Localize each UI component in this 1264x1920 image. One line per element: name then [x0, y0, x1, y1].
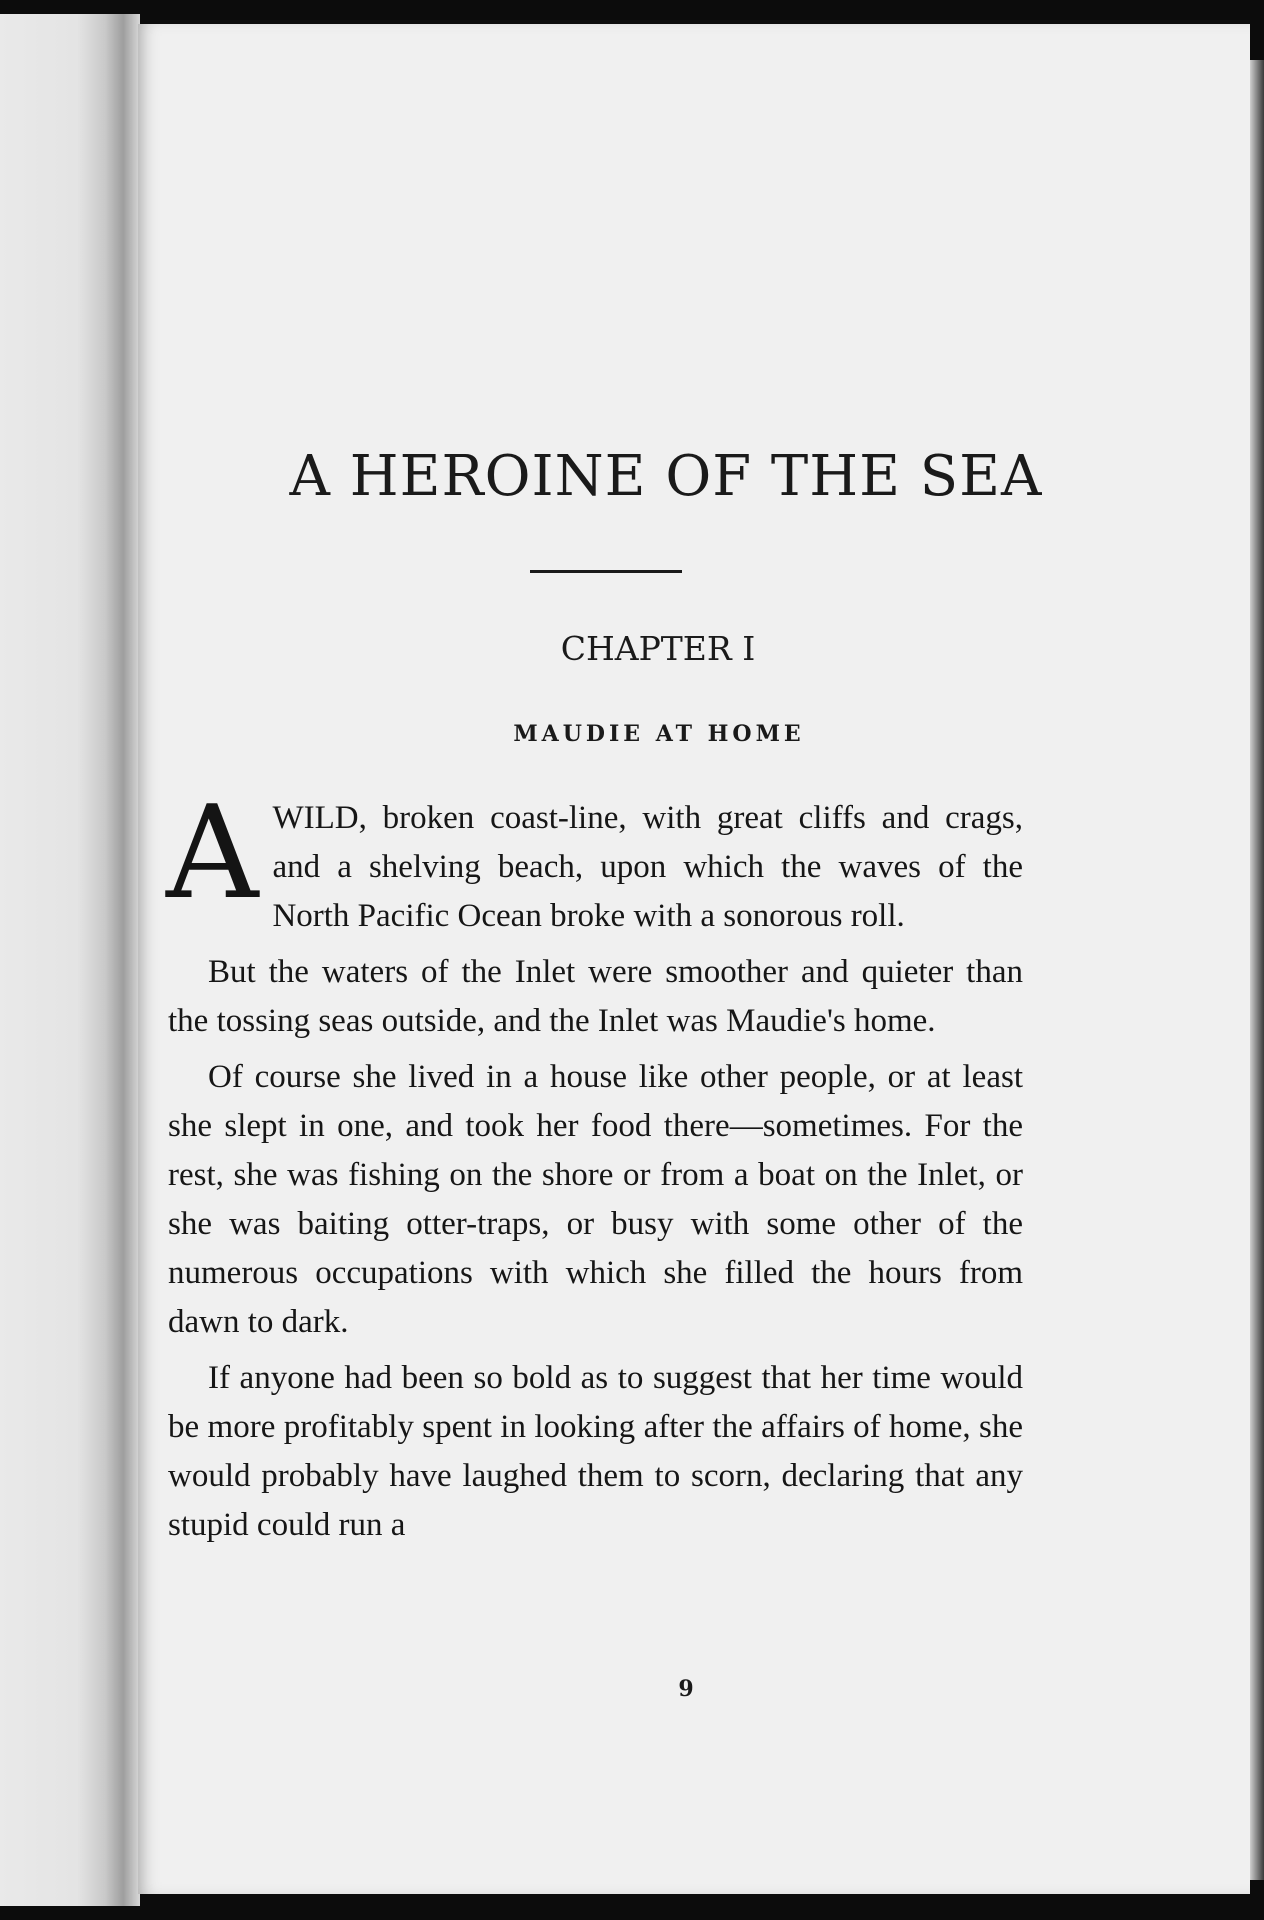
paragraph-4: If anyone had been so bold as to suggest that her time would be more profitably spent in looking after the affairs of home, she would probably have laughed them to scorn, declaring that any stupid could run a: [168, 1360, 1023, 1543]
drop-cap: A: [166, 779, 259, 928]
book-page: [138, 24, 1250, 1894]
facing-page-edge: [0, 14, 140, 1906]
chapter-body: [166, 779, 1023, 1557]
paragraph-2: But the waters of the Inlet were smoother and quieter than the tossing seas outside, and the Inlet was Maudie's home.: [168, 954, 1023, 1039]
title-rule-divider: [530, 570, 682, 573]
book-title: A HEROINE OF THE SEA: [289, 444, 1043, 509]
paragraph-3: Of course she lived in a house like other people, or at least she slept in one, and took her food there—sometimes. For the rest, she was fishing on the shore or from a boat on the Inlet, or she was baiting otter-traps, or busy with some other of the numerous occupations with which she filled the hours from dawn to dark.: [168, 1059, 1023, 1340]
paragraph-1: [166, 779, 1023, 941]
chapter-subtitle: MAUDIE AT HOME: [513, 721, 805, 747]
page-edge-shadow: [1250, 60, 1264, 1880]
paragraph-1-text: WILD, broken coast-line, with great cliffs and crags, and a shelving beach, upon which the waves of the North Pacific Ocean broke with a sonorous roll.: [272, 800, 1023, 934]
chapter-heading: CHAPTER I: [560, 629, 756, 668]
page-number: 9: [678, 1676, 694, 1702]
